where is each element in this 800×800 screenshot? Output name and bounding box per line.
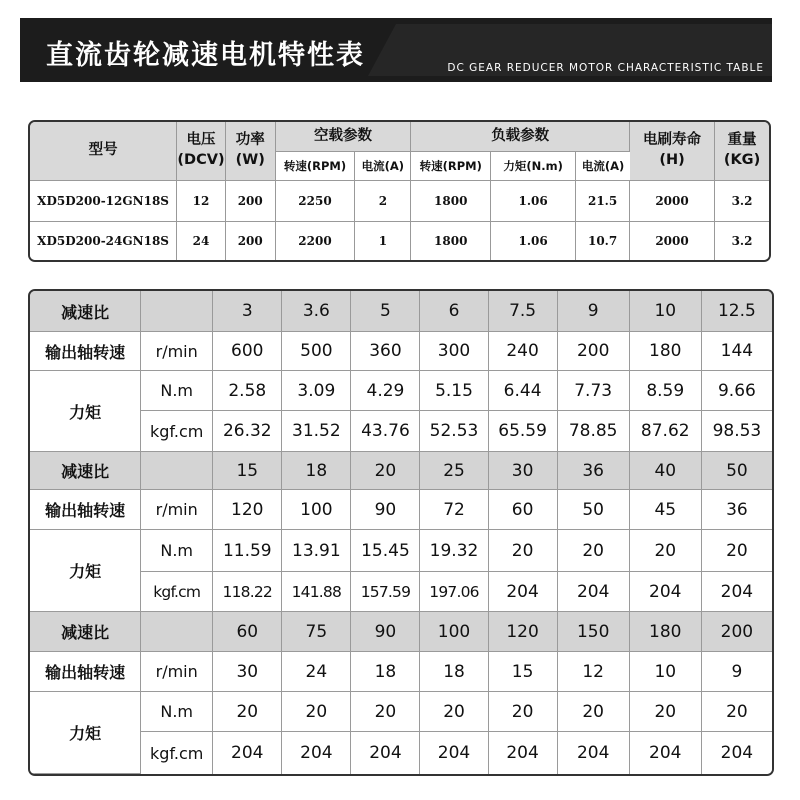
ratio-value: 36	[558, 452, 630, 490]
weight-header: 重量 (KG)	[715, 122, 769, 181]
torque-kgf-value: 204	[558, 732, 630, 774]
torque-nm-value: 4.29	[351, 371, 420, 411]
torque-nm-row	[30, 692, 772, 732]
no-load-current-header: 电流(A)	[355, 152, 411, 181]
speed-value: 18	[351, 652, 420, 692]
ratio-value: 100	[420, 612, 488, 652]
voltage-cell: 24	[177, 222, 226, 260]
torque-nm-value: 20	[489, 530, 558, 572]
power-cell: 200	[226, 222, 276, 260]
ratio-value: 3	[213, 291, 282, 332]
load-torque-header: 力矩(N.m)	[491, 152, 576, 181]
torque-kgf-value: 204	[702, 572, 772, 612]
torque-kgf-value: 157.59	[351, 572, 420, 612]
ratio-label-spacer	[141, 452, 213, 490]
no-load-current-cell: 1	[355, 222, 411, 260]
speed-unit: r/min	[141, 490, 213, 530]
ratio-value: 75	[282, 612, 351, 652]
speed-row	[30, 490, 772, 530]
torque-label: 力矩	[30, 530, 141, 612]
speed-unit: r/min	[141, 652, 213, 692]
speed-value: 36	[702, 490, 772, 530]
ratio-label: 减速比	[30, 291, 141, 332]
ratio-value: 15	[213, 452, 282, 490]
torque-kgf-value: 197.06	[420, 572, 488, 612]
torque-nm-value: 7.73	[558, 371, 630, 411]
ratio-label: 减速比	[30, 612, 141, 652]
ratio-value: 150	[558, 612, 630, 652]
torque-unit-kgf: kgf.cm	[141, 572, 213, 612]
spec-table	[28, 120, 771, 262]
torque-nm-row	[30, 371, 772, 411]
speed-value: 9	[702, 652, 772, 692]
speed-value: 12	[558, 652, 630, 692]
torque-nm-value: 20	[558, 530, 630, 572]
voltage-cell: 12	[177, 181, 226, 222]
page-subtitle: DC GEAR REDUCER MOTOR CHARACTERISTIC TABLE	[447, 62, 764, 74]
torque-kgf-row	[30, 732, 772, 774]
no-load-speed-cell: 2250	[276, 181, 356, 222]
torque-kgf-value: 141.88	[282, 572, 351, 612]
torque-kgf-value: 204	[213, 732, 282, 774]
ratio-value: 9	[558, 291, 630, 332]
torque-nm-value: 6.44	[489, 371, 558, 411]
brush-life-header: 电刷寿命 (H)	[630, 122, 715, 181]
torque-unit-kgf: kgf.cm	[141, 411, 213, 452]
torque-kgf-row	[30, 411, 772, 452]
speed-value: 200	[558, 332, 630, 371]
ratio-value: 10	[630, 291, 702, 332]
speed-value: 180	[630, 332, 702, 371]
torque-nm-value: 20	[630, 692, 702, 732]
speed-value: 360	[351, 332, 420, 371]
torque-kgf-value: 43.76	[351, 411, 420, 452]
ratio-value: 20	[351, 452, 420, 490]
torque-nm-value: 20	[702, 530, 772, 572]
weight-cell: 3.2	[715, 222, 769, 260]
ratio-row	[30, 452, 772, 490]
model-cell: XD5D200-12GN18S	[30, 181, 177, 222]
torque-nm-value: 20	[558, 692, 630, 732]
torque-unit-nm: N.m	[141, 530, 213, 572]
speed-value: 120	[213, 490, 282, 530]
speed-value: 100	[282, 490, 351, 530]
ratio-value: 90	[351, 612, 420, 652]
header-banner	[20, 18, 772, 82]
torque-nm-value: 20	[630, 530, 702, 572]
load-speed-header: 转速(RPM)	[411, 152, 491, 181]
torque-nm-value: 20	[282, 692, 351, 732]
torque-nm-value: 3.09	[282, 371, 351, 411]
torque-kgf-value: 31.52	[282, 411, 351, 452]
torque-kgf-value: 98.53	[702, 411, 772, 452]
torque-nm-value: 13.91	[282, 530, 351, 572]
ratio-value: 50	[702, 452, 772, 490]
voltage-header: 电压 (DCV)	[177, 122, 226, 181]
speed-label: 输出轴转速	[30, 490, 141, 530]
load-current-header: 电流(A)	[576, 152, 630, 181]
load-current-cell: 10.7	[576, 222, 630, 260]
speed-value: 18	[420, 652, 488, 692]
speed-value: 10	[630, 652, 702, 692]
no-load-header: 空载参数	[276, 122, 412, 152]
speed-value: 600	[213, 332, 282, 371]
speed-label: 输出轴转速	[30, 332, 141, 371]
speed-unit: r/min	[141, 332, 213, 371]
ratio-value: 40	[630, 452, 702, 490]
speed-value: 60	[489, 490, 558, 530]
no-load-current-cell: 2	[355, 181, 411, 222]
speed-value: 50	[558, 490, 630, 530]
torque-kgf-value: 204	[351, 732, 420, 774]
model-header: 型号	[30, 122, 177, 181]
torque-kgf-value: 26.32	[213, 411, 282, 452]
torque-kgf-value: 52.53	[420, 411, 488, 452]
torque-unit-nm: N.m	[141, 371, 213, 411]
power-header: 功率 (W)	[226, 122, 276, 181]
torque-nm-value: 9.66	[702, 371, 772, 411]
torque-nm-value: 2.58	[213, 371, 282, 411]
torque-kgf-row	[30, 572, 772, 612]
torque-kgf-value: 204	[558, 572, 630, 612]
torque-nm-value: 20	[489, 692, 558, 732]
ratio-value: 7.5	[489, 291, 558, 332]
ratio-label-spacer	[141, 612, 213, 652]
speed-value: 30	[213, 652, 282, 692]
load-torque-cell: 1.06	[491, 181, 576, 222]
load-current-cell: 21.5	[576, 181, 630, 222]
speed-value: 24	[282, 652, 351, 692]
ratio-value: 200	[702, 612, 772, 652]
torque-kgf-value: 204	[420, 732, 488, 774]
speed-value: 144	[702, 332, 772, 371]
ratio-value: 5	[351, 291, 420, 332]
ratio-value: 12.5	[702, 291, 772, 332]
torque-kgf-value: 65.59	[489, 411, 558, 452]
page-title: 直流齿轮减速电机特性表	[46, 40, 365, 71]
speed-value: 500	[282, 332, 351, 371]
brush-life-cell: 2000	[630, 222, 715, 260]
torque-nm-row	[30, 530, 772, 572]
ratio-table	[28, 289, 774, 776]
spec-row	[30, 181, 769, 222]
speed-value: 240	[489, 332, 558, 371]
torque-kgf-value: 78.85	[558, 411, 630, 452]
ratio-value: 3.6	[282, 291, 351, 332]
ratio-value: 18	[282, 452, 351, 490]
speed-value: 15	[489, 652, 558, 692]
brush-life-cell: 2000	[630, 181, 715, 222]
torque-label: 力矩	[30, 692, 141, 774]
ratio-value: 120	[489, 612, 558, 652]
spec-row	[30, 222, 769, 260]
torque-kgf-value: 204	[630, 732, 702, 774]
torque-kgf-value: 87.62	[630, 411, 702, 452]
ratio-value: 30	[489, 452, 558, 490]
ratio-row	[30, 291, 772, 332]
ratio-label: 减速比	[30, 452, 141, 490]
load-torque-cell: 1.06	[491, 222, 576, 260]
ratio-row	[30, 612, 772, 652]
ratio-value: 60	[213, 612, 282, 652]
ratio-value: 25	[420, 452, 488, 490]
torque-nm-value: 19.32	[420, 530, 488, 572]
no-load-speed-cell: 2200	[276, 222, 356, 260]
speed-value: 90	[351, 490, 420, 530]
speed-row	[30, 652, 772, 692]
speed-value: 300	[420, 332, 488, 371]
torque-nm-value: 20	[213, 692, 282, 732]
torque-kgf-value: 204	[702, 732, 772, 774]
ratio-label-spacer	[141, 291, 213, 332]
torque-nm-value: 8.59	[630, 371, 702, 411]
torque-kgf-value: 118.22	[213, 572, 282, 612]
power-cell: 200	[226, 181, 276, 222]
torque-kgf-value: 204	[282, 732, 351, 774]
speed-row	[30, 332, 772, 371]
torque-kgf-value: 204	[630, 572, 702, 612]
torque-nm-value: 20	[351, 692, 420, 732]
load-speed-cell: 1800	[411, 181, 491, 222]
speed-label: 输出轴转速	[30, 652, 141, 692]
speed-value: 72	[420, 490, 488, 530]
no-load-speed-header: 转速(RPM)	[276, 152, 356, 181]
torque-label: 力矩	[30, 371, 141, 452]
torque-kgf-value: 204	[489, 732, 558, 774]
load-header: 负载参数	[411, 122, 630, 152]
torque-unit-nm: N.m	[141, 692, 213, 732]
torque-nm-value: 5.15	[420, 371, 488, 411]
ratio-value: 6	[420, 291, 488, 332]
torque-nm-value: 11.59	[213, 530, 282, 572]
load-speed-cell: 1800	[411, 222, 491, 260]
torque-nm-value: 20	[420, 692, 488, 732]
torque-nm-value: 15.45	[351, 530, 420, 572]
model-cell: XD5D200-24GN18S	[30, 222, 177, 260]
speed-value: 45	[630, 490, 702, 530]
weight-cell: 3.2	[715, 181, 769, 222]
torque-unit-kgf: kgf.cm	[141, 732, 213, 774]
ratio-value: 180	[630, 612, 702, 652]
torque-kgf-value: 204	[489, 572, 558, 612]
torque-nm-value: 20	[702, 692, 772, 732]
